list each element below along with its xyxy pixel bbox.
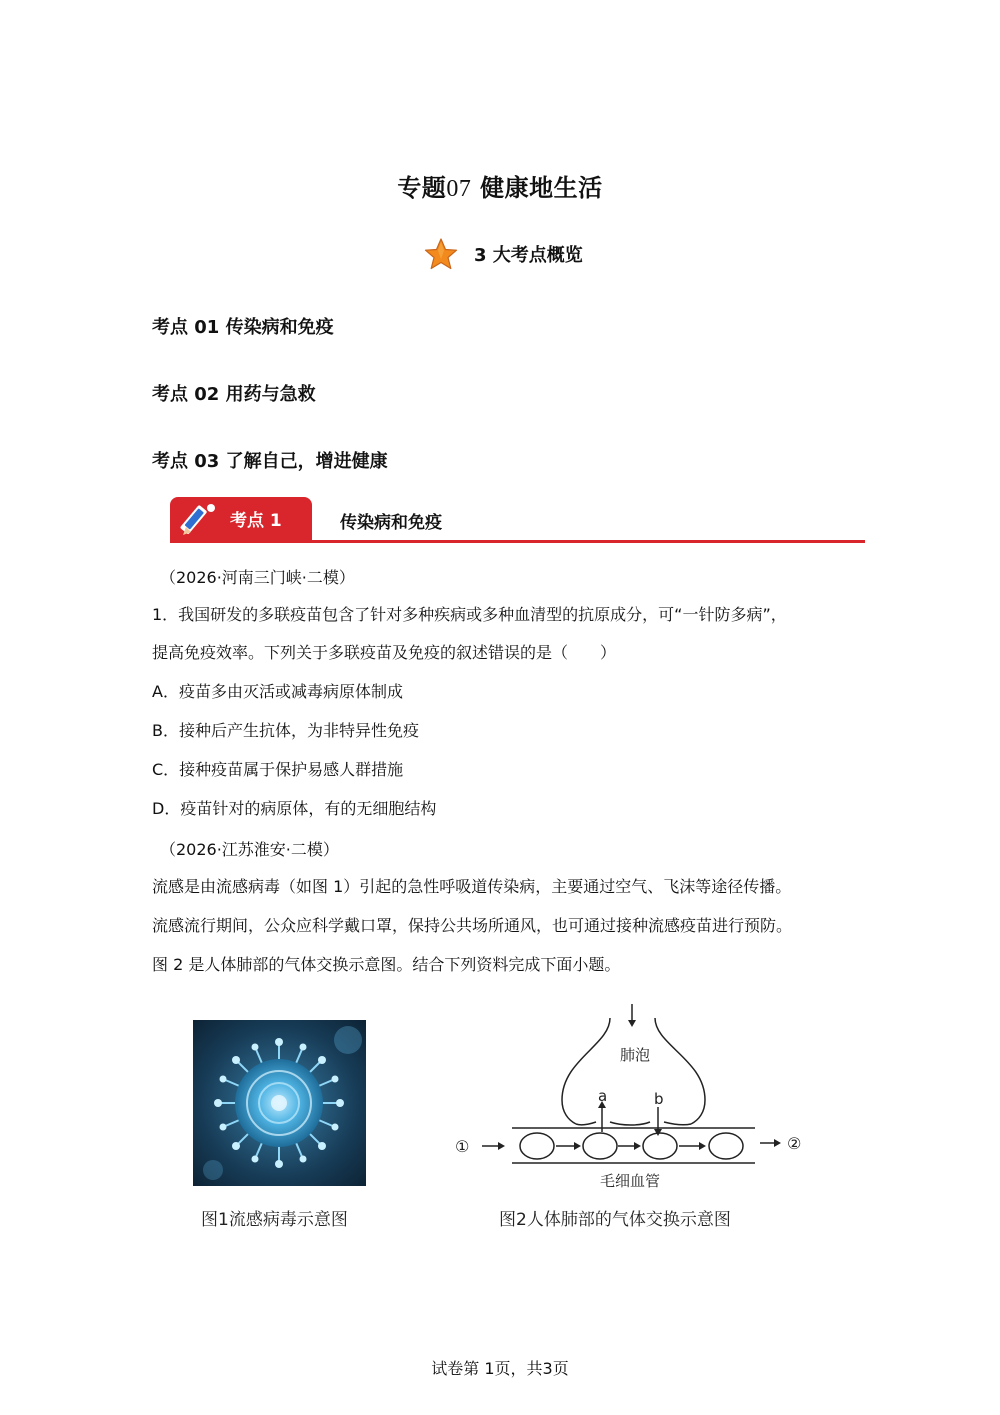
- key-point-2: 考点 02 用药与急救: [152, 384, 316, 405]
- alveolus-label: 肺泡: [620, 1046, 651, 1064]
- pen-icon: [180, 499, 220, 539]
- question-2-line-3: 图 2 是人体肺部的气体交换示意图。结合下列资料完成下面小题。: [152, 955, 621, 974]
- key-point-1: 考点 01 传染病和免疫: [152, 317, 334, 338]
- section-rule: [170, 540, 865, 543]
- section-tab-label: 考点 1: [230, 511, 282, 531]
- gas-exchange-diagram: [450, 1000, 820, 1195]
- question-2-line-2: 流感流行期间，公众应科学戴口罩，保持公共场所通风，也可通过接种流感疫苗进行预防。: [152, 916, 793, 935]
- label-b: b: [654, 1090, 664, 1108]
- page-footer: 试卷第 1页，共3页: [431, 1359, 569, 1378]
- question-1-stem-line-2: 提高免疫效率。下列关于多联疫苗及免疫的叙述错误的是（ ）: [152, 643, 617, 662]
- option-a: A．疫苗多由灭活或减毒病原体制成: [152, 682, 403, 701]
- inflow-label: ①: [455, 1137, 470, 1156]
- virus-image: [193, 1020, 366, 1186]
- page-title: 专题07 健康地生活: [397, 174, 603, 202]
- question-1-source: （2026·河南三门峡·二模）: [160, 568, 355, 587]
- option-d: D．疫苗针对的病原体，有的无细胞结构: [152, 799, 437, 818]
- key-point-3: 考点 03 了解自己，增进健康: [152, 451, 388, 472]
- section-title: 传染病和免疫: [340, 513, 442, 533]
- figure-1-caption: 图1流感病毒示意图: [201, 1210, 348, 1230]
- outflow-label: ②: [787, 1134, 802, 1153]
- option-b: B．接种后产生抗体，为非特异性免疫: [152, 721, 419, 740]
- section-tab: [170, 497, 312, 542]
- star-icon: [424, 237, 458, 271]
- overview-heading: [424, 236, 583, 272]
- label-a: a: [598, 1087, 608, 1105]
- option-c: C．接种疫苗属于保护易感人群措施: [152, 760, 404, 779]
- question-2-line-1: 流感是由流感病毒（如图 1）引起的急性呼吸道传染病，主要通过空气、飞沫等途径传播。: [152, 877, 792, 896]
- question-2-source: （2026·江苏淮安·二模）: [160, 840, 339, 859]
- capillary-label: 毛细血管: [600, 1172, 661, 1190]
- overview-text: 3 大考点概览: [474, 245, 583, 266]
- figure-2-caption: 图2人体肺部的气体交换示意图: [499, 1210, 731, 1230]
- question-1-stem-line-1: 1．我国研发的多联疫苗包含了针对多种疾病或多种血清型的抗原成分，可“一针防多病”，: [152, 605, 787, 624]
